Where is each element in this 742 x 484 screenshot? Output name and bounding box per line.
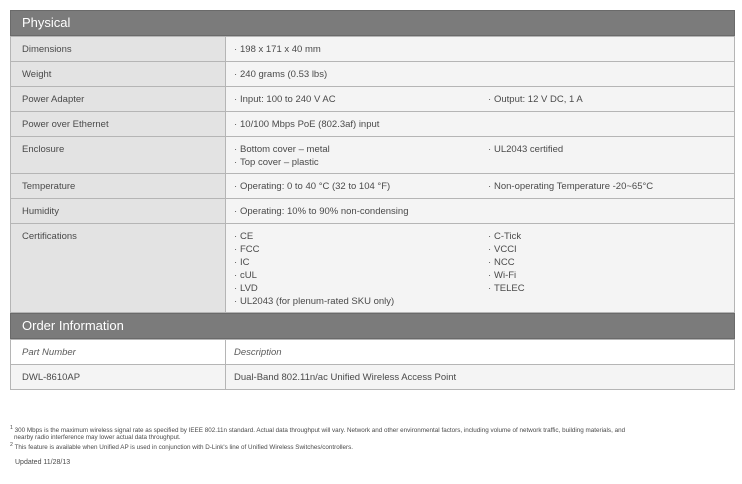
bullet-icon: ·: [234, 257, 238, 268]
physical-section-header: [10, 10, 735, 36]
bullet-icon: ·: [488, 181, 492, 192]
spec-value: · cUL: [234, 270, 257, 281]
order-table-row: [11, 365, 735, 390]
spec-value: · Operating: 10% to 90% non-condensing: [234, 206, 409, 217]
bullet-icon: ·: [234, 44, 238, 55]
spec-value: · FCC: [234, 244, 260, 255]
footnote-1: $^1$ 300 Mbps is the maximum wireless signal rate as specified by IEEE 802.11n standard. Actual data throughput will vary. Network and other environmental factors, including volume of network traffic, building materials, and: [10, 425, 626, 435]
spec-value: · Operating: 0 to 40 °C (32 to 104 °F): [234, 181, 391, 192]
bullet-icon: ·: [234, 270, 238, 281]
spec-row-temperature: [11, 174, 735, 199]
spec-value: · Input: 100 to 240 V AC: [234, 94, 336, 105]
spec-label: Humidity: [11, 199, 226, 224]
spec-label: Temperature: [11, 174, 226, 199]
bullet-icon: ·: [488, 144, 492, 155]
spec-value: · LVD: [234, 283, 258, 294]
bullet-icon: ·: [234, 206, 238, 217]
bullet-icon: ·: [488, 270, 492, 281]
spec-row-poe: [11, 112, 735, 137]
spec-value: · 198 x 171 x 40 mm: [234, 44, 321, 55]
spec-row-power-adapter: [11, 87, 735, 112]
spec-value: · C-Tick: [488, 231, 522, 242]
order-section-header: [10, 313, 735, 339]
bullet-icon: ·: [234, 157, 238, 168]
bullet-icon: ·: [234, 296, 238, 307]
order-section-title: Order Information: [22, 318, 124, 333]
description-header: Description: [226, 340, 735, 365]
part-number-header: Part Number: [11, 340, 226, 365]
spec-value: · Output: 12 V DC, 1 A: [488, 94, 583, 105]
footnotes: [10, 425, 738, 451]
spec-label: Power Adapter: [11, 87, 226, 112]
order-table-header: [11, 340, 735, 365]
spec-value: · VCCI: [488, 244, 517, 255]
bullet-icon: ·: [234, 181, 238, 192]
spec-value: · Top cover – plastic: [234, 157, 319, 168]
spec-row-dimensions: [11, 37, 735, 62]
spec-value: · 240 grams (0.53 lbs): [234, 69, 328, 80]
spec-label: Power over Ethernet: [11, 112, 226, 137]
bullet-icon: ·: [488, 244, 492, 255]
physical-section-title: Physical: [22, 15, 71, 30]
spec-row-humidity: [11, 199, 735, 224]
bullet-icon: ·: [488, 231, 492, 242]
order-table: [10, 339, 735, 390]
bullet-icon: ·: [234, 244, 238, 255]
bullet-icon: ·: [488, 283, 492, 294]
spec-value: · Non-operating Temperature -20~65°C: [488, 181, 654, 192]
physical-spec-table: [10, 36, 735, 313]
bullet-icon: ·: [234, 69, 238, 80]
bullet-icon: ·: [234, 119, 238, 130]
spec-value: · UL2043 (for plenum-rated SKU only): [234, 296, 395, 307]
part-number-cell: DWL-8610AP: [11, 365, 226, 390]
bullet-icon: ·: [488, 257, 492, 268]
description-cell: Dual-Band 802.11n/ac Unified Wireless Access Point: [226, 365, 735, 390]
bullet-icon: ·: [234, 283, 238, 294]
bullet-icon: ·: [488, 94, 492, 105]
spec-value: · Bottom cover – metal: [234, 144, 330, 155]
updated-date: Updated 11/28/13: [15, 459, 71, 466]
bullet-icon: ·: [234, 231, 238, 242]
spec-sheet: [10, 10, 735, 390]
spec-label: Certifications: [11, 224, 226, 313]
spec-value: · Wi-Fi: [488, 270, 517, 281]
spec-row-weight: [11, 62, 735, 87]
spec-value: · TELEC: [488, 283, 525, 294]
spec-row-certifications: [11, 224, 735, 313]
bullet-icon: ·: [234, 144, 238, 155]
spec-value: · UL2043 certified: [488, 144, 564, 155]
bullet-icon: ·: [234, 94, 238, 105]
footnote-1-continued: nearby radio interference may lower actual data throughput.: [14, 434, 181, 442]
spec-value: · CE: [234, 231, 254, 242]
spec-label: Weight: [11, 62, 226, 87]
spec-value: · 10/100 Mbps PoE (802.3af) input: [234, 119, 380, 130]
spec-value: · IC: [234, 257, 250, 268]
spec-label: Dimensions: [11, 37, 226, 62]
spec-value: · NCC: [488, 257, 515, 268]
footnote-2: $^2$ This feature is available when Unified AP is used in conjunction with D-Link's line of Unified Wireless Switches/controllers.: [10, 441, 354, 451]
spec-row-enclosure: [11, 137, 735, 174]
spec-label: Enclosure: [11, 137, 226, 174]
